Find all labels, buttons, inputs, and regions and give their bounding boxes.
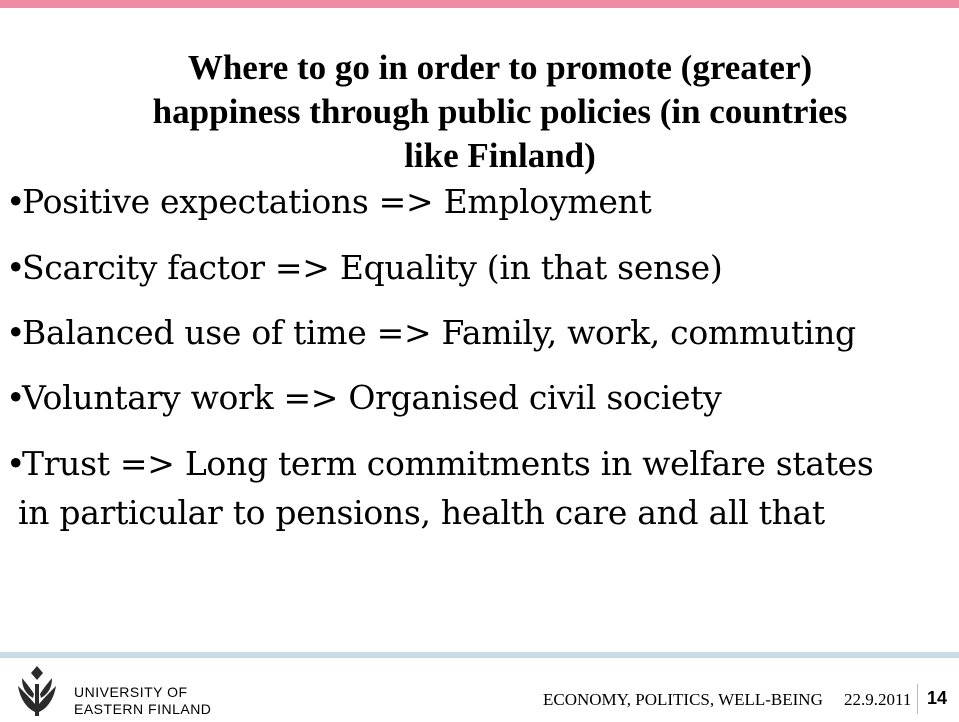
university-name-line-2: EASTERN FINLAND [74,701,212,717]
bullet-dot: • [6,313,26,352]
bullet-dot: • [6,378,26,417]
university-logo-icon [14,664,60,718]
footer-divider [917,684,918,714]
bullet-dot: • [6,444,26,483]
bullet-text: Scarcity factor => Equality (in that sense) [22,248,723,287]
bullet-text: Balanced use of time => Family, work, commuting [22,313,856,352]
bullet-item [6,378,722,418]
footer-date: 22.9.2011 [844,690,912,709]
bullet-item [6,248,722,288]
bullet-item [6,313,856,353]
top-accent-bar [0,0,959,8]
footer-course: ECONOMY, POLITICS, WELL-BEING [543,690,823,709]
bullet-item [6,444,874,484]
bullet-item [6,182,651,222]
bullet-text: Voluntary work => Organised civil society [22,378,722,417]
university-name-line-1: UNIVERSITY OF [74,684,188,700]
title-line-3: like Finland) [404,136,596,175]
bullet-text: Positive expectations => Employment [22,182,652,221]
bullet-dot: • [6,182,26,221]
slide-title [40,46,959,178]
bullet-text: Trust => Long term commitments in welfare states [22,444,874,483]
bullet-continuation: in particular to pensions, health care and all that [18,493,825,532]
title-line-1: Where to go in order to promote (greater) [187,48,813,87]
bottom-accent-bar [0,652,959,658]
bullet-dot: • [6,248,26,287]
university-name [74,684,211,718]
title-line-2: happiness through public policies (in countries [152,92,848,131]
page-number: 14 [927,688,948,708]
